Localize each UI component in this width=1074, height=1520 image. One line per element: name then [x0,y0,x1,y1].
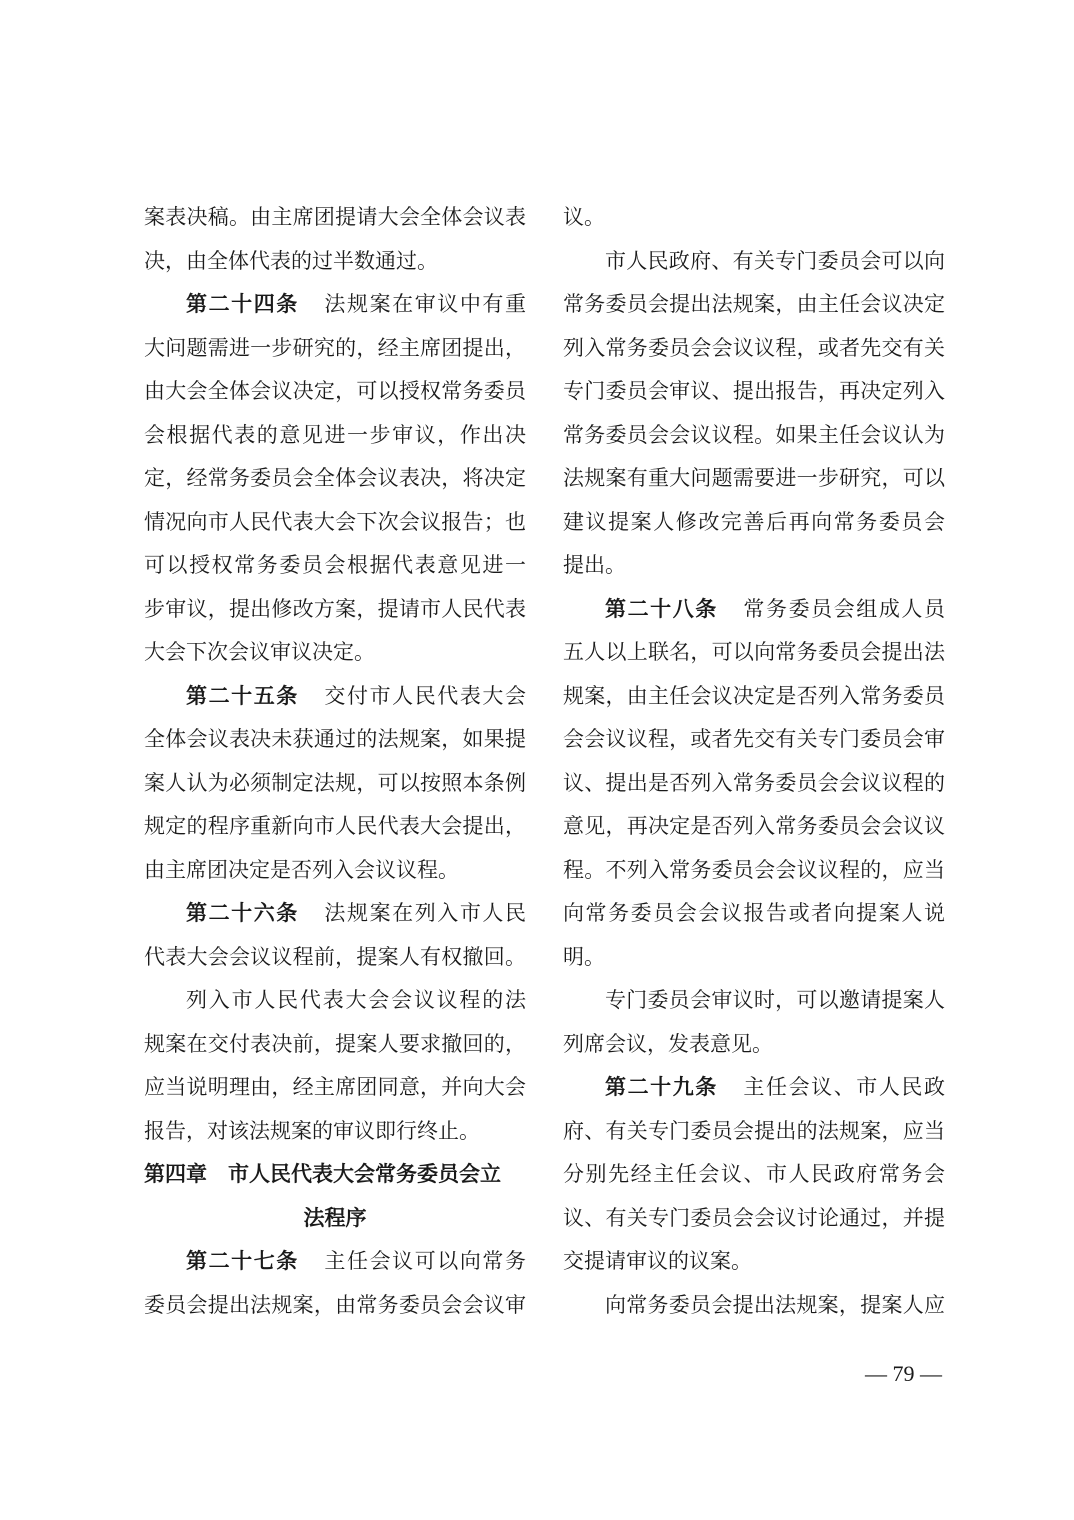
line-text: 市人民政府、有关专门委员会可以向 [605,248,945,273]
right-text-column [563,196,945,1327]
text-line [563,1066,945,1110]
text-line [144,196,526,240]
line-text: 专门委员会审议时，可以邀请提案人 [605,988,945,1012]
text-line [144,1284,526,1328]
line-text: 法规案在列入市人民 [322,901,526,925]
line-text: 主任会议、市人民政 [741,1075,945,1099]
text-line [563,588,945,632]
text-line [144,283,526,327]
line-text: 议、提出是否列入常务委员会会议议程的 [563,770,945,795]
text-line [563,805,945,849]
line-text: 交付市人民代表大会 [322,683,526,708]
text-line [563,1284,945,1328]
line-text: 常务委员会组成人员 [741,596,945,621]
line-text: 常务委员会提出法规案，由主任会议决定 [563,292,945,316]
line-text: 全体会议表决未获通过的法规案，如果提 [144,727,526,751]
article-number: 第二十八条 [605,596,718,621]
text-line [144,414,526,458]
line-text: 决，由全体代表的过半数通过。 [144,248,438,273]
line-text: 议。 [563,205,605,229]
text-line [144,849,526,893]
text-line [563,240,945,284]
text-line [563,196,945,240]
line-text: 规案在交付表决前，提案人要求撤回的， [144,1031,526,1056]
line-text: 委员会提出法规案，由常务委员会会议审 [144,1292,526,1317]
chapter-heading: 法程序 [303,1205,367,1230]
text-line [144,457,526,501]
article-number: 第二十七条 [186,1249,299,1273]
text-line [144,1066,526,1110]
page-number: — 79 — [865,1361,942,1386]
line-text: 主任会议可以向常务 [322,1249,526,1273]
line-text: 列入市人民代表大会会议议程的法 [186,988,526,1012]
text-line [144,588,526,632]
text-line [563,892,945,936]
line-text: 大问题需进一步研究的，经主席团提出， [144,335,526,360]
text-line [563,1240,945,1284]
text-line [563,849,945,893]
line-text: 向常务委员会会议报告或者向提案人说 [563,901,945,925]
text-line [144,1110,526,1154]
text-line [563,457,945,501]
line-text: 常务委员会会议议程。如果主任会议认为 [563,422,945,447]
text-line [144,1023,526,1067]
text-line [563,501,945,545]
article-number: 第二十九条 [605,1075,718,1099]
line-text: 报告，对该法规案的审议即行终止。 [144,1118,480,1143]
line-text: 应当说明理由，经主席团同意，并向大会 [144,1075,526,1099]
article-number: 第二十六条 [186,901,299,925]
line-text: 会根据代表的意见进一步审议，作出决 [144,422,526,447]
line-text: 向常务委员会提出法规案，提案人应 [605,1292,945,1317]
line-text: 分别先经主任会议、市人民政府常务会 [563,1162,945,1186]
line-text: 意见，再决定是否列入常务委员会会议议 [563,814,945,838]
text-line [144,501,526,545]
line-text: 由主席团决定是否列入会议议程。 [144,857,459,882]
text-line [144,718,526,762]
chapter-heading: 第四章 市人民代表大会常务委员会立 [144,1162,501,1186]
line-text: 案人认为必须制定法规，可以按照本条例 [144,770,526,795]
line-text: 规定的程序重新向市人民代表大会提出， [144,814,526,838]
text-line [144,240,526,284]
text-line [563,1110,945,1154]
line-text: 代表大会会议议程前，提案人有权撤回。 [144,944,526,969]
text-line [144,1240,526,1284]
text-line [563,936,945,980]
left-text-column [144,196,526,1327]
text-line [563,979,945,1023]
text-line [144,327,526,371]
line-text: 五人以上联名，可以向常务委员会提出法 [563,640,945,664]
text-line [144,805,526,849]
text-line [144,370,526,414]
article-number: 第二十五条 [186,683,299,708]
line-text: 定，经常务委员会全体会议表决，将决定 [144,466,526,490]
text-line [563,675,945,719]
text-line [563,631,945,675]
text-line [563,762,945,806]
text-line [563,1197,945,1241]
line-text: 提出。 [563,553,626,577]
text-line [563,414,945,458]
line-text: 可以授权常务委员会根据代表意见进一 [144,553,526,577]
text-line [563,718,945,762]
text-line [144,675,526,719]
article-number: 第二十四条 [186,292,299,316]
line-text: 步审议，提出修改方案，提请市人民代表 [144,596,526,621]
line-text: 大会下次会议审议决定。 [144,640,375,664]
line-text: 会会议议程，或者先交有关专门委员会审 [563,727,945,751]
line-text: 由大会全体会议决定，可以授权常务委员 [144,379,526,403]
text-line [563,370,945,414]
text-line [563,327,945,371]
text-line [563,1023,945,1067]
line-text: 规案，由主任会议决定是否列入常务委员 [563,683,945,708]
line-text: 议、有关专门委员会会议讨论通过，并提 [563,1205,945,1230]
text-line [144,544,526,588]
line-text: 府、有关专门委员会提出的法规案，应当 [563,1118,945,1143]
line-text: 明。 [563,944,605,969]
text-line [144,762,526,806]
line-text: 案表决稿。由主席团提请大会全体会议表 [144,205,526,229]
text-line [563,1153,945,1197]
text-line [144,979,526,1023]
line-text: 列入常务委员会会议议程，或者先交有关 [563,335,945,360]
line-text: 列席会议，发表意见。 [563,1031,773,1056]
line-text: 建议提案人修改完善后再向常务委员会 [563,509,945,534]
text-line [563,544,945,588]
line-text: 交提请审议的议案。 [563,1249,752,1273]
line-text: 情况向市人民代表大会下次会议报告；也 [144,509,526,534]
line-text: 法规案有重大问题需要进一步研究，可以 [563,466,945,490]
line-text: 专门委员会审议、提出报告，再决定列入 [563,379,945,403]
line-text: 法规案在审议中有重 [322,292,526,316]
text-line [144,936,526,980]
line-text: 程。不列入常务委员会会议议程的，应当 [563,857,945,882]
text-line [144,892,526,936]
text-line [563,283,945,327]
text-line [144,631,526,675]
